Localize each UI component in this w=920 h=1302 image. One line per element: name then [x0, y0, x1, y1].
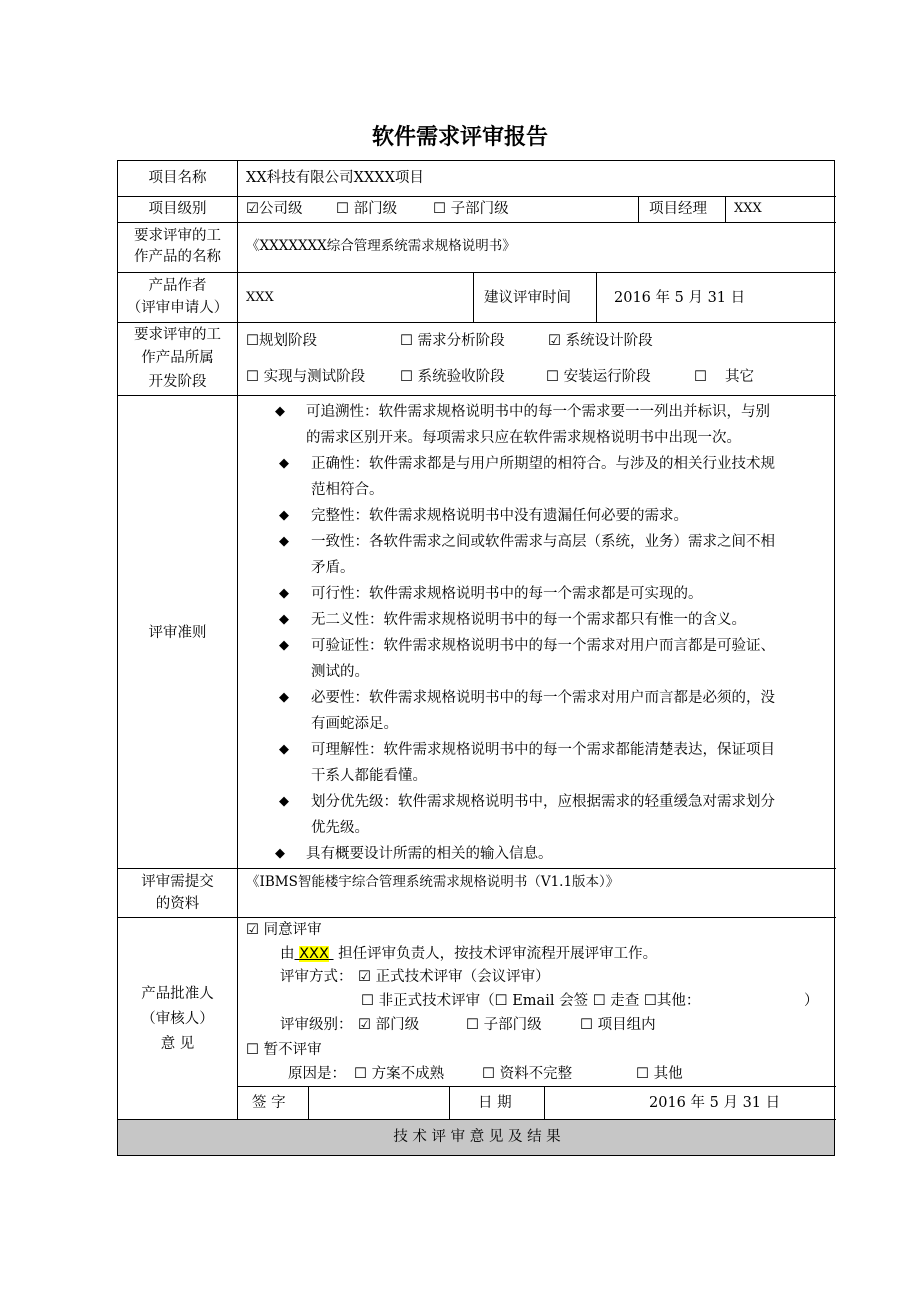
not-review-checkbox[interactable]: ☐ 暂不评审	[246, 1042, 322, 1058]
level-subdepartment-checkbox[interactable]: ☐ 子部门级	[433, 201, 509, 217]
level-company-checkbox[interactable]: ☑公司级	[246, 201, 303, 217]
review-time-label: 建议评审时间	[484, 290, 571, 306]
stage-deployment-checkbox[interactable]: ☐ 安装运行阶段	[546, 369, 651, 385]
review-lead-name[interactable]	[295, 946, 334, 962]
author-value: XXX	[246, 290, 274, 305]
criteria-bullet-icon: ◆	[279, 456, 289, 471]
criteria-item-text: 可追溯性：软件需求规格说明书中的每一个需求要一一列出并标识，与别	[306, 404, 770, 420]
review-method-label: 评审方式：	[280, 969, 353, 985]
review-lead-line	[280, 944, 657, 964]
stage-requirements-checkbox[interactable]: ☐ 需求分析阶段	[400, 333, 505, 349]
criteria-bullet-icon: ◆	[279, 794, 289, 809]
stage-implementation-checkbox[interactable]: ☐ 实现与测试阶段	[246, 369, 366, 385]
criteria-item-text: 矛盾。	[311, 560, 355, 576]
criteria-bullet-icon: ◆	[279, 612, 289, 627]
criteria-item-text: 必要性：软件需求规格说明书中的每一个需求对用户而言都是必须的，没	[311, 690, 775, 706]
stage-other-label: 其它	[725, 369, 754, 385]
reason-other-checkbox[interactable]: ☐ 其他	[636, 1066, 683, 1082]
stage-other-checkbox[interactable]: ☐	[694, 369, 707, 385]
criteria-bullet-icon: ◆	[279, 508, 289, 523]
criteria-item-text: 有画蛇添足。	[311, 716, 398, 732]
method-informal-checkbox[interactable]: ☐ 非正式技术评审（☐ Email 会签 ☐ 走查 ☐其他：	[361, 993, 701, 1009]
page-title: 软件需求评审报告	[371, 125, 548, 150]
review-level-team-checkbox[interactable]: ☐ 项目组内	[580, 1017, 656, 1033]
criteria-bullet-icon: ◆	[279, 690, 289, 705]
review-lead-suffix: 担任评审负责人，按技术评审流程开展评审工作。	[338, 946, 658, 962]
work-product-value: 《XXXXXXX综合管理系统需求规格说明书》	[246, 238, 516, 254]
review-level-label: 评审级别：	[280, 1017, 353, 1033]
materials-label-line1: 评审需提交	[141, 874, 214, 890]
review-level-department-checkbox[interactable]: ☑ 部门级	[358, 1017, 420, 1033]
criteria-bullet-icon: ◆	[279, 638, 289, 653]
author-label-line2: （评审申请人）	[126, 300, 229, 316]
review-lead-prefix: 由	[280, 946, 295, 962]
criteria-item-text: 范相符合。	[311, 482, 384, 498]
approval-label-line1: 产品批准人	[141, 986, 214, 1002]
criteria-item-text: 的需求区别开来。每项需求只应在软件需求规格说明书中出现一次。	[306, 430, 741, 446]
work-product-label-line2: 作产品的名称	[134, 249, 221, 265]
result-header-text: 技 术 评 审 意 见 及 结 果	[393, 1129, 561, 1145]
review-form-table	[117, 160, 835, 1156]
project-name-label: 项目名称	[148, 170, 207, 186]
project-manager-label: 项目经理	[649, 201, 707, 217]
reason-label: 原因是：	[288, 1066, 346, 1082]
reason-immature-checkbox[interactable]: ☐ 方案不成熟	[354, 1066, 445, 1082]
criteria-item-text: 正确性：软件需求都是与用户所期望的相符合。与涉及的相关行业技术规	[311, 456, 775, 472]
criteria-item-text: 完整性：软件需求规格说明书中没有遗漏任何必要的需求。	[311, 508, 688, 524]
criteria-bullet-icon: ◆	[279, 742, 289, 757]
method-informal-close: ）	[804, 993, 819, 1009]
criteria-bullet-icon: ◆	[275, 404, 285, 419]
criteria-item-text: 优先级。	[311, 820, 369, 836]
criteria-item-text: 可验证性：软件需求规格说明书中的每一个需求对用户而言都是可验证、	[311, 638, 775, 654]
method-formal-checkbox[interactable]: ☑ 正式技术评审（会议评审）	[358, 969, 550, 985]
materials-label-line2: 的资料	[155, 896, 200, 912]
criteria-bullet-icon: ◆	[279, 586, 289, 601]
stage-label-line3: 开发阶段	[148, 374, 207, 390]
project-level-label: 项目级别	[148, 201, 207, 217]
criteria-bullet-icon: ◆	[279, 534, 289, 549]
level-department-checkbox[interactable]: ☐ 部门级	[336, 201, 398, 217]
review-lead-name-text: XXX	[299, 946, 329, 962]
criteria-bullet-icon: ◆	[275, 846, 285, 861]
sign-label: 签 字	[252, 1095, 286, 1111]
criteria-item-text: 一致性：各软件需求之间或软件需求与高层（系统，业务）需求之间不相	[311, 534, 775, 550]
author-label-line1: 产品作者	[148, 278, 207, 294]
work-product-label-line1: 要求评审的工	[134, 228, 221, 244]
stage-label-line1: 要求评审的工	[134, 327, 221, 343]
review-time-value: 2016 年 5 月 31 日	[614, 290, 746, 306]
materials-value: 《IBMS智能楼宇综合管理系统需求规格说明书（V1.1版本）》	[246, 874, 620, 890]
criteria-item-text: 测试的。	[311, 664, 369, 680]
criteria-item-text: 具有概要设计所需的相关的输入信息。	[306, 846, 553, 862]
criteria-item-text: 无二义性：软件需求规格说明书中的每一个需求都只有惟一的含义。	[311, 612, 746, 628]
project-name-value: XX科技有限公司XXXX项目	[246, 170, 424, 186]
approval-label-line2: （审核人）	[141, 1011, 214, 1027]
date-label: 日 期	[478, 1095, 512, 1111]
stage-acceptance-checkbox[interactable]: ☐ 系统验收阶段	[400, 369, 505, 385]
stage-planning-checkbox[interactable]: ☐规划阶段	[246, 333, 317, 349]
criteria-item-text: 可行性：软件需求规格说明书中的每一个需求都是可实现的。	[311, 586, 703, 602]
project-manager-value: XXX	[734, 201, 762, 216]
date-value: 2016 年 5 月 31 日	[649, 1095, 781, 1111]
agree-review-checkbox[interactable]: ☑ 同意评审	[246, 922, 322, 938]
criteria-item-text: 干系人都能看懂。	[311, 768, 427, 784]
reason-incomplete-checkbox[interactable]: ☐ 资料不完整	[482, 1066, 573, 1082]
stage-design-checkbox[interactable]: ☑ 系统设计阶段	[548, 333, 653, 349]
approval-label-line3: 意 见	[160, 1036, 195, 1052]
stage-label-line2: 作产品所属	[141, 350, 214, 366]
review-level-subdepartment-checkbox[interactable]: ☐ 子部门级	[466, 1017, 542, 1033]
criteria-item-text: 可理解性：软件需求规格说明书中的每一个需求都能清楚表达，保证项目	[311, 742, 775, 758]
criteria-label: 评审准则	[148, 625, 207, 641]
criteria-item-text: 划分优先级：软件需求规格说明书中，应根据需求的轻重缓急对需求划分	[311, 794, 775, 810]
